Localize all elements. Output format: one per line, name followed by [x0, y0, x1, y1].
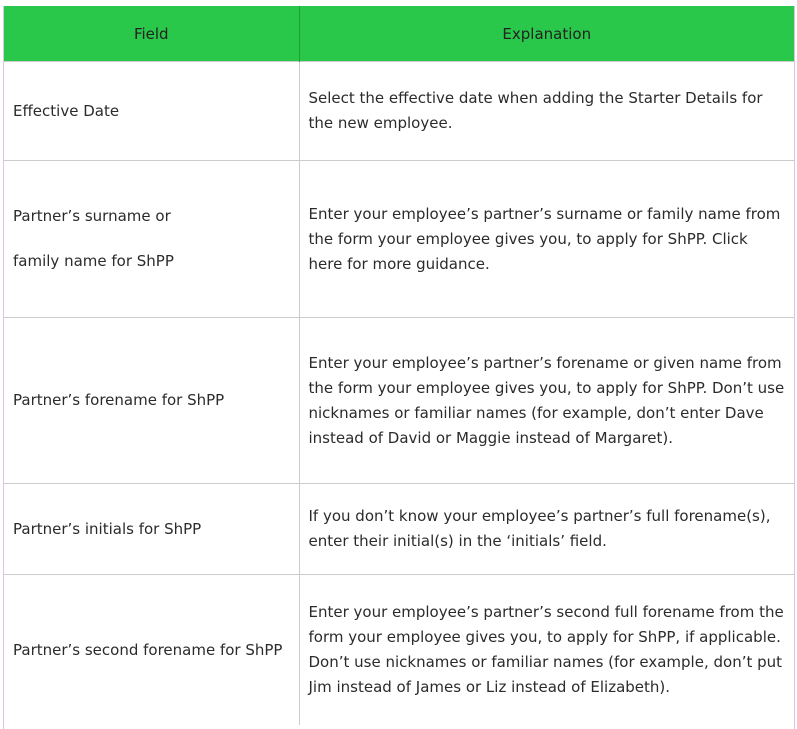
header-explanation: Explanation — [299, 6, 794, 62]
field-cell-line: family name for ShPP — [13, 252, 174, 270]
field-cell: Partner’s forename for ShPP — [4, 318, 299, 484]
field-cell: Partner’s second forename for ShPP — [4, 575, 299, 726]
table-row — [4, 575, 794, 726]
explanation-cell: Enter your employee’s partner’s forename or given name from the form your employee gives you, to apply for ShPP. Don’t use nicknames or familiar names (for example, don’t enter Dave instead of David or Maggie instead of Margaret). — [299, 318, 794, 484]
field-explanation-table-frame — [3, 6, 795, 729]
field-cell: Effective Date — [4, 62, 299, 161]
field-cell — [4, 161, 299, 318]
header-field: Field — [4, 6, 299, 62]
field-explanation-table — [4, 6, 794, 725]
field-cell: Partner’s initials for ShPP — [4, 484, 299, 575]
table-row — [4, 161, 794, 318]
table-row — [4, 318, 794, 484]
explanation-cell: Enter your employee’s partner’s surname or family name from the form your employee gives you, to apply for ShPP. Click here for more guidance. — [299, 161, 794, 318]
explanation-cell: If you don’t know your employee’s partner’s full forename(s), enter their initial(s) in the ‘initials’ field. — [299, 484, 794, 575]
table-row — [4, 62, 794, 161]
explanation-cell: Select the effective date when adding the Starter Details for the new employee. — [299, 62, 794, 161]
field-cell-line: Partner’s surname or — [13, 207, 171, 225]
table-header-row — [4, 6, 794, 62]
explanation-cell: Enter your employee’s partner’s second full forename from the form your employee gives you, to apply for ShPP, if applicable. Don’t use nicknames or familiar names (for example, don’t put Jim instead of James or Liz instead of Elizabeth). — [299, 575, 794, 726]
table-row — [4, 484, 794, 575]
